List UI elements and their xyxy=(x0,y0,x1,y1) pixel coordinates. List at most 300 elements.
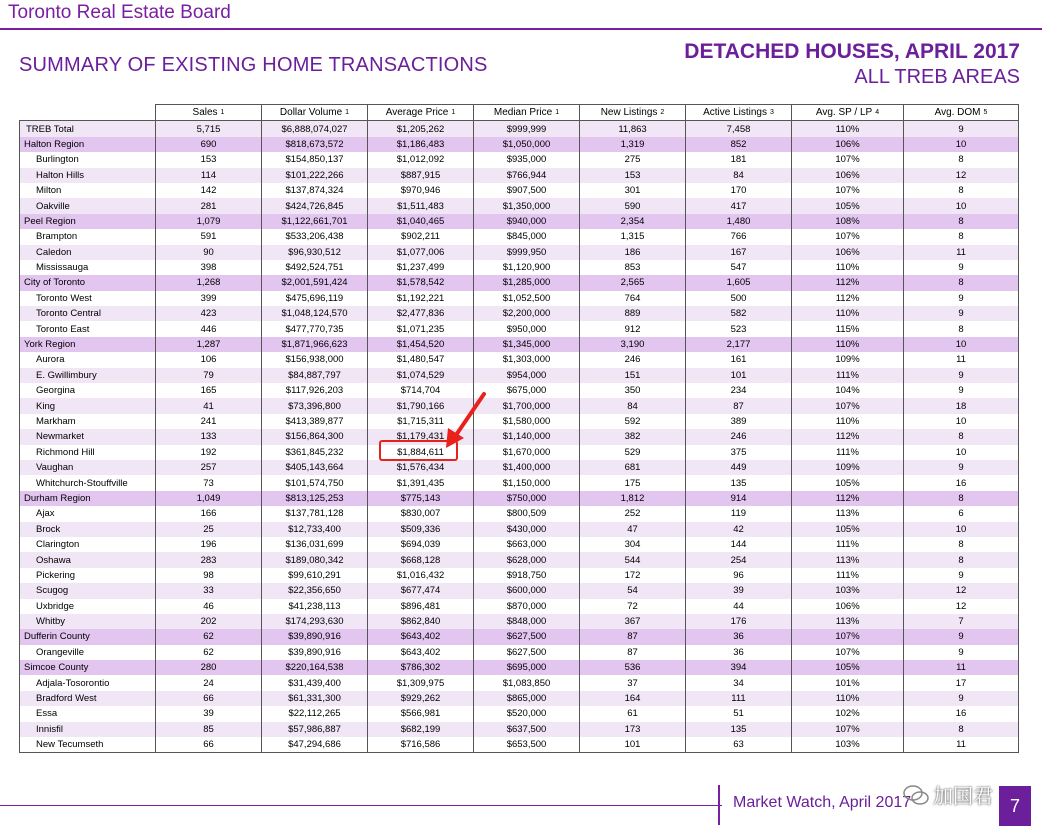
table-cell: $1,580,000 xyxy=(474,414,580,429)
table-cell: 111 xyxy=(686,691,792,706)
table-cell: $156,938,000 xyxy=(262,352,368,367)
table-cell: $1,400,000 xyxy=(474,460,580,475)
area-name: Peel Region xyxy=(20,214,156,229)
table-cell: 119 xyxy=(686,506,792,521)
area-name: Markham xyxy=(20,414,156,429)
table-cell: 105% xyxy=(792,475,904,490)
area-name: Brampton xyxy=(20,229,156,244)
table-cell: 11 xyxy=(904,245,1019,260)
area-name: Mississauga xyxy=(20,260,156,275)
column-header-label: Active Listings xyxy=(703,107,767,119)
table-cell: 9 xyxy=(904,691,1019,706)
table-cell: 1,079 xyxy=(156,214,262,229)
table-cell: 37 xyxy=(580,675,686,690)
table-cell: 11 xyxy=(904,352,1019,367)
table-cell: 766 xyxy=(686,229,792,244)
table-cell: $637,500 xyxy=(474,722,580,737)
table-cell: $533,206,438 xyxy=(262,229,368,244)
table-cell: $509,336 xyxy=(368,522,474,537)
table-cell: 10 xyxy=(904,137,1019,152)
table-cell: 107% xyxy=(792,629,904,644)
area-name: Brock xyxy=(20,522,156,537)
table-cell: $73,396,800 xyxy=(262,398,368,413)
area-name: Pickering xyxy=(20,568,156,583)
page-number: 7 xyxy=(999,786,1031,826)
table-row xyxy=(20,522,1019,537)
table-row xyxy=(20,183,1019,198)
table-cell: $1,077,006 xyxy=(368,245,474,260)
footer-divider xyxy=(0,805,722,806)
table-cell: $220,164,538 xyxy=(262,660,368,675)
table-cell: 283 xyxy=(156,552,262,567)
area-name: Aurora xyxy=(20,352,156,367)
table-cell: $643,402 xyxy=(368,629,474,644)
area-name: York Region xyxy=(20,337,156,352)
table-row xyxy=(20,137,1019,152)
area-name: Durham Region xyxy=(20,491,156,506)
watermark xyxy=(903,780,993,809)
table-cell: 582 xyxy=(686,306,792,321)
table-cell: 112% xyxy=(792,275,904,290)
table-cell: 173 xyxy=(580,722,686,737)
table-cell: 2,177 xyxy=(686,337,792,352)
table-cell: $1,120,900 xyxy=(474,260,580,275)
table-cell: $1,511,483 xyxy=(368,198,474,213)
table-cell: 186 xyxy=(580,245,686,260)
table-cell: $6,888,074,027 xyxy=(262,121,368,137)
table-header-row xyxy=(20,105,1019,121)
table-cell: $870,000 xyxy=(474,599,580,614)
table-row xyxy=(20,645,1019,660)
table-cell: 257 xyxy=(156,460,262,475)
table-cell: $57,986,887 xyxy=(262,722,368,737)
table-cell: $1,050,000 xyxy=(474,137,580,152)
table-cell: $117,926,203 xyxy=(262,383,368,398)
area-name: Toronto East xyxy=(20,321,156,336)
table-cell: 9 xyxy=(904,629,1019,644)
table-cell: 241 xyxy=(156,414,262,429)
area-name: Halton Hills xyxy=(20,168,156,183)
table-cell: 192 xyxy=(156,445,262,460)
area-name: Whitby xyxy=(20,614,156,629)
table-cell: $716,586 xyxy=(368,737,474,753)
table-cell: 106% xyxy=(792,168,904,183)
table-cell: $999,950 xyxy=(474,245,580,260)
column-header-label: New Listings xyxy=(600,107,658,119)
table-cell: 11 xyxy=(904,660,1019,675)
table-row xyxy=(20,168,1019,183)
table-cell: 101% xyxy=(792,675,904,690)
table-row xyxy=(20,306,1019,321)
table-cell: 10 xyxy=(904,198,1019,213)
table-cell: $1,715,311 xyxy=(368,414,474,429)
table-cell: $628,000 xyxy=(474,552,580,567)
table-cell: 9 xyxy=(904,306,1019,321)
table-cell: $1,179,431 xyxy=(368,429,474,444)
table-cell: 66 xyxy=(156,737,262,753)
area-name: Toronto Central xyxy=(20,306,156,321)
table-cell: $39,890,916 xyxy=(262,629,368,644)
table-cell: $675,000 xyxy=(474,383,580,398)
table-cell: 111% xyxy=(792,568,904,583)
table-cell: 54 xyxy=(580,583,686,598)
table-cell: 389 xyxy=(686,414,792,429)
table-cell: 8 xyxy=(904,321,1019,336)
table-cell: 113% xyxy=(792,614,904,629)
table-cell: 9 xyxy=(904,260,1019,275)
table-cell: 16 xyxy=(904,475,1019,490)
table-cell: $695,000 xyxy=(474,660,580,675)
table-cell: 9 xyxy=(904,383,1019,398)
table-cell: 111% xyxy=(792,537,904,552)
table-cell: $775,143 xyxy=(368,491,474,506)
table-cell: 167 xyxy=(686,245,792,260)
table-cell: 280 xyxy=(156,660,262,675)
table-cell: $1,205,262 xyxy=(368,121,474,137)
table-cell: 112% xyxy=(792,429,904,444)
table-cell: $813,125,253 xyxy=(262,491,368,506)
table-cell: 109% xyxy=(792,460,904,475)
table-cell: 398 xyxy=(156,260,262,275)
area-name: Newmarket xyxy=(20,429,156,444)
table-cell: $800,509 xyxy=(474,506,580,521)
table-cell: 101 xyxy=(580,737,686,753)
column-header xyxy=(580,105,686,121)
table-row xyxy=(20,599,1019,614)
column-header xyxy=(262,105,368,121)
table-cell: 399 xyxy=(156,291,262,306)
area-name: City of Toronto xyxy=(20,275,156,290)
table-cell: 246 xyxy=(686,429,792,444)
table-cell: $694,039 xyxy=(368,537,474,552)
table-cell: 105% xyxy=(792,198,904,213)
table-row xyxy=(20,506,1019,521)
table-cell: 72 xyxy=(580,599,686,614)
table-cell: 16 xyxy=(904,706,1019,721)
table-cell: $1,083,850 xyxy=(474,675,580,690)
table-row xyxy=(20,660,1019,675)
area-name: TREB Total xyxy=(20,121,156,137)
table-cell: 3,190 xyxy=(580,337,686,352)
table-row xyxy=(20,706,1019,721)
table-cell: 112% xyxy=(792,491,904,506)
area-name: Burlington xyxy=(20,152,156,167)
table-cell: $786,302 xyxy=(368,660,474,675)
area-name: Vaughan xyxy=(20,460,156,475)
table-cell: 764 xyxy=(580,291,686,306)
table-cell: 889 xyxy=(580,306,686,321)
table-cell: $156,864,300 xyxy=(262,429,368,444)
table-cell: 166 xyxy=(156,506,262,521)
area-name: Orangeville xyxy=(20,645,156,660)
table-cell: $1,480,547 xyxy=(368,352,474,367)
table-cell: 301 xyxy=(580,183,686,198)
column-footnote: 5 xyxy=(983,109,988,117)
area-name: Dufferin County xyxy=(20,629,156,644)
table-cell: 8 xyxy=(904,429,1019,444)
table-cell: $84,887,797 xyxy=(262,368,368,383)
table-cell: 103% xyxy=(792,583,904,598)
table-cell: $940,000 xyxy=(474,214,580,229)
table-row xyxy=(20,229,1019,244)
table-cell: 544 xyxy=(580,552,686,567)
table-cell: $1,391,435 xyxy=(368,475,474,490)
table-cell: 24 xyxy=(156,675,262,690)
table-cell: 106% xyxy=(792,245,904,260)
table-cell: 66 xyxy=(156,691,262,706)
table-cell: 2,354 xyxy=(580,214,686,229)
area-name: Caledon xyxy=(20,245,156,260)
table-cell: $99,610,291 xyxy=(262,568,368,583)
table-cell: 11,863 xyxy=(580,121,686,137)
table-cell: 12 xyxy=(904,583,1019,598)
table-cell: $907,500 xyxy=(474,183,580,198)
table-cell: 87 xyxy=(580,629,686,644)
table-cell: $566,981 xyxy=(368,706,474,721)
column-header xyxy=(156,105,262,121)
table-row xyxy=(20,722,1019,737)
area-name: Uxbridge xyxy=(20,599,156,614)
table-cell: $22,356,650 xyxy=(262,583,368,598)
table-cell: 151 xyxy=(580,368,686,383)
table-cell: $96,930,512 xyxy=(262,245,368,260)
area-name: Ajax xyxy=(20,506,156,521)
table-cell: $1,071,235 xyxy=(368,321,474,336)
table-cell: 8 xyxy=(904,722,1019,737)
table-cell: $1,048,124,570 xyxy=(262,306,368,321)
area-name: Toronto West xyxy=(20,291,156,306)
table-cell: $677,474 xyxy=(368,583,474,598)
table-cell: 281 xyxy=(156,198,262,213)
table-row xyxy=(20,291,1019,306)
table-cell: 7,458 xyxy=(686,121,792,137)
table-cell: 98 xyxy=(156,568,262,583)
table-cell: 252 xyxy=(580,506,686,521)
table-cell: 591 xyxy=(156,229,262,244)
table-cell: 113% xyxy=(792,506,904,521)
table-cell: $174,293,630 xyxy=(262,614,368,629)
table-cell: 110% xyxy=(792,414,904,429)
table-row xyxy=(20,383,1019,398)
table-cell: $627,500 xyxy=(474,645,580,660)
table-cell: $862,840 xyxy=(368,614,474,629)
column-footnote: 2 xyxy=(660,109,665,117)
table-cell: 9 xyxy=(904,568,1019,583)
table-row xyxy=(20,537,1019,552)
table-row xyxy=(20,675,1019,690)
table-cell: 42 xyxy=(686,522,792,537)
area-name: Oshawa xyxy=(20,552,156,567)
table-cell: 9 xyxy=(904,368,1019,383)
table-cell: 87 xyxy=(686,398,792,413)
table-cell: 10 xyxy=(904,445,1019,460)
table-cell: 8 xyxy=(904,214,1019,229)
table-cell: $918,750 xyxy=(474,568,580,583)
column-footnote: 1 xyxy=(220,109,225,117)
table-cell: $1,040,465 xyxy=(368,214,474,229)
table-cell: $61,331,300 xyxy=(262,691,368,706)
table-cell: 536 xyxy=(580,660,686,675)
table-cell: $818,673,572 xyxy=(262,137,368,152)
table-row xyxy=(20,275,1019,290)
table-cell: $1,576,434 xyxy=(368,460,474,475)
table-cell: $970,946 xyxy=(368,183,474,198)
table-cell: 367 xyxy=(580,614,686,629)
table-cell: $668,128 xyxy=(368,552,474,567)
table-cell: $999,999 xyxy=(474,121,580,137)
table-cell: $714,704 xyxy=(368,383,474,398)
table-cell: 84 xyxy=(686,168,792,183)
table-cell: $627,500 xyxy=(474,629,580,644)
table-cell: $848,000 xyxy=(474,614,580,629)
table-cell: 8 xyxy=(904,275,1019,290)
table-cell: 103% xyxy=(792,737,904,753)
table-cell: $653,500 xyxy=(474,737,580,753)
table-cell: $896,481 xyxy=(368,599,474,614)
table-cell: 73 xyxy=(156,475,262,490)
table-cell: 90 xyxy=(156,245,262,260)
table-row xyxy=(20,398,1019,413)
area-name: Bradford West xyxy=(20,691,156,706)
table-cell: 61 xyxy=(580,706,686,721)
table-cell: 681 xyxy=(580,460,686,475)
table-row xyxy=(20,552,1019,567)
table-cell: $31,439,400 xyxy=(262,675,368,690)
table-cell: 9 xyxy=(904,460,1019,475)
table-row xyxy=(20,245,1019,260)
column-footnote: 1 xyxy=(345,109,350,117)
table-cell: 144 xyxy=(686,537,792,552)
table-cell: 6 xyxy=(904,506,1019,521)
area-name: Clarington xyxy=(20,537,156,552)
column-header xyxy=(474,105,580,121)
table-cell: 107% xyxy=(792,722,904,737)
header-divider xyxy=(0,28,1042,30)
transactions-table xyxy=(19,104,1019,753)
table-cell: 234 xyxy=(686,383,792,398)
table-cell: 254 xyxy=(686,552,792,567)
table-cell: $22,112,265 xyxy=(262,706,368,721)
table-cell: 172 xyxy=(580,568,686,583)
table-cell: 39 xyxy=(686,583,792,598)
table-cell: $189,080,342 xyxy=(262,552,368,567)
table-cell: $361,845,232 xyxy=(262,445,368,460)
table-cell: 9 xyxy=(904,121,1019,137)
table-cell: $1,309,975 xyxy=(368,675,474,690)
area-name: E. Gwillimbury xyxy=(20,368,156,383)
table-cell: 304 xyxy=(580,537,686,552)
table-cell: $950,000 xyxy=(474,321,580,336)
table-cell: $766,944 xyxy=(474,168,580,183)
table-cell: 115% xyxy=(792,321,904,336)
table-cell: 109% xyxy=(792,352,904,367)
table-cell: 529 xyxy=(580,445,686,460)
wechat-icon xyxy=(903,784,929,806)
table-cell: $1,790,166 xyxy=(368,398,474,413)
table-cell: $929,262 xyxy=(368,691,474,706)
table-cell: 79 xyxy=(156,368,262,383)
table-cell: 1,480 xyxy=(686,214,792,229)
table-cell: $1,578,542 xyxy=(368,275,474,290)
table-cell: 12 xyxy=(904,599,1019,614)
table-cell: $520,000 xyxy=(474,706,580,721)
table-cell: 25 xyxy=(156,522,262,537)
table-cell: 423 xyxy=(156,306,262,321)
table-cell: $663,000 xyxy=(474,537,580,552)
area-name: Simcoe County xyxy=(20,660,156,675)
table-cell: 449 xyxy=(686,460,792,475)
table-cell: $1,192,221 xyxy=(368,291,474,306)
table-cell: $902,211 xyxy=(368,229,474,244)
table-cell: $2,001,591,424 xyxy=(262,275,368,290)
table-cell: 853 xyxy=(580,260,686,275)
table-cell: $1,074,529 xyxy=(368,368,474,383)
table-row xyxy=(20,737,1019,753)
column-header-label: Median Price xyxy=(493,107,553,119)
table-cell: $154,850,137 xyxy=(262,152,368,167)
table-cell: 106% xyxy=(792,599,904,614)
column-header-label: Avg. SP / LP xyxy=(815,107,873,119)
table-cell: 9 xyxy=(904,291,1019,306)
column-footnote: 1 xyxy=(451,109,456,117)
table-cell: $424,726,845 xyxy=(262,198,368,213)
table-row xyxy=(20,121,1019,137)
table-cell: $39,890,916 xyxy=(262,645,368,660)
table-cell: 62 xyxy=(156,645,262,660)
column-header-label: Average Price xyxy=(385,107,449,119)
table-cell: 135 xyxy=(686,722,792,737)
table-cell: 36 xyxy=(686,629,792,644)
table-cell: 142 xyxy=(156,183,262,198)
area-name: Whitchurch-Stouffville xyxy=(20,475,156,490)
table-cell: $1,122,661,701 xyxy=(262,214,368,229)
table-cell: 181 xyxy=(686,152,792,167)
report-title: DETACHED HOUSES, APRIL 2017 xyxy=(684,40,1020,63)
table-cell: $1,350,000 xyxy=(474,198,580,213)
table-cell: 106 xyxy=(156,352,262,367)
table-cell: $845,000 xyxy=(474,229,580,244)
table-cell: 85 xyxy=(156,722,262,737)
table-cell: $1,237,499 xyxy=(368,260,474,275)
table-cell: $643,402 xyxy=(368,645,474,660)
table-row xyxy=(20,475,1019,490)
area-name: Adjala-Tosorontio xyxy=(20,675,156,690)
table-cell: 10 xyxy=(904,337,1019,352)
table-cell: 110% xyxy=(792,337,904,352)
table-cell: $12,733,400 xyxy=(262,522,368,537)
table-cell: 8 xyxy=(904,552,1019,567)
table-cell: $750,000 xyxy=(474,491,580,506)
column-header xyxy=(368,105,474,121)
table-cell: $101,574,750 xyxy=(262,475,368,490)
table-cell: 63 xyxy=(686,737,792,753)
table-cell: 9 xyxy=(904,645,1019,660)
table-cell: 105% xyxy=(792,522,904,537)
footer-vertical-divider xyxy=(718,785,720,825)
table-cell: 36 xyxy=(686,645,792,660)
table-cell: 170 xyxy=(686,183,792,198)
table-cell: 8 xyxy=(904,183,1019,198)
area-name: Milton xyxy=(20,183,156,198)
table-cell: $136,031,699 xyxy=(262,537,368,552)
table-cell: 523 xyxy=(686,321,792,336)
table-cell: 17 xyxy=(904,675,1019,690)
area-name: Richmond Hill xyxy=(20,445,156,460)
table-row xyxy=(20,152,1019,167)
table-cell: 446 xyxy=(156,321,262,336)
table-cell: 175 xyxy=(580,475,686,490)
table-cell: 8 xyxy=(904,537,1019,552)
